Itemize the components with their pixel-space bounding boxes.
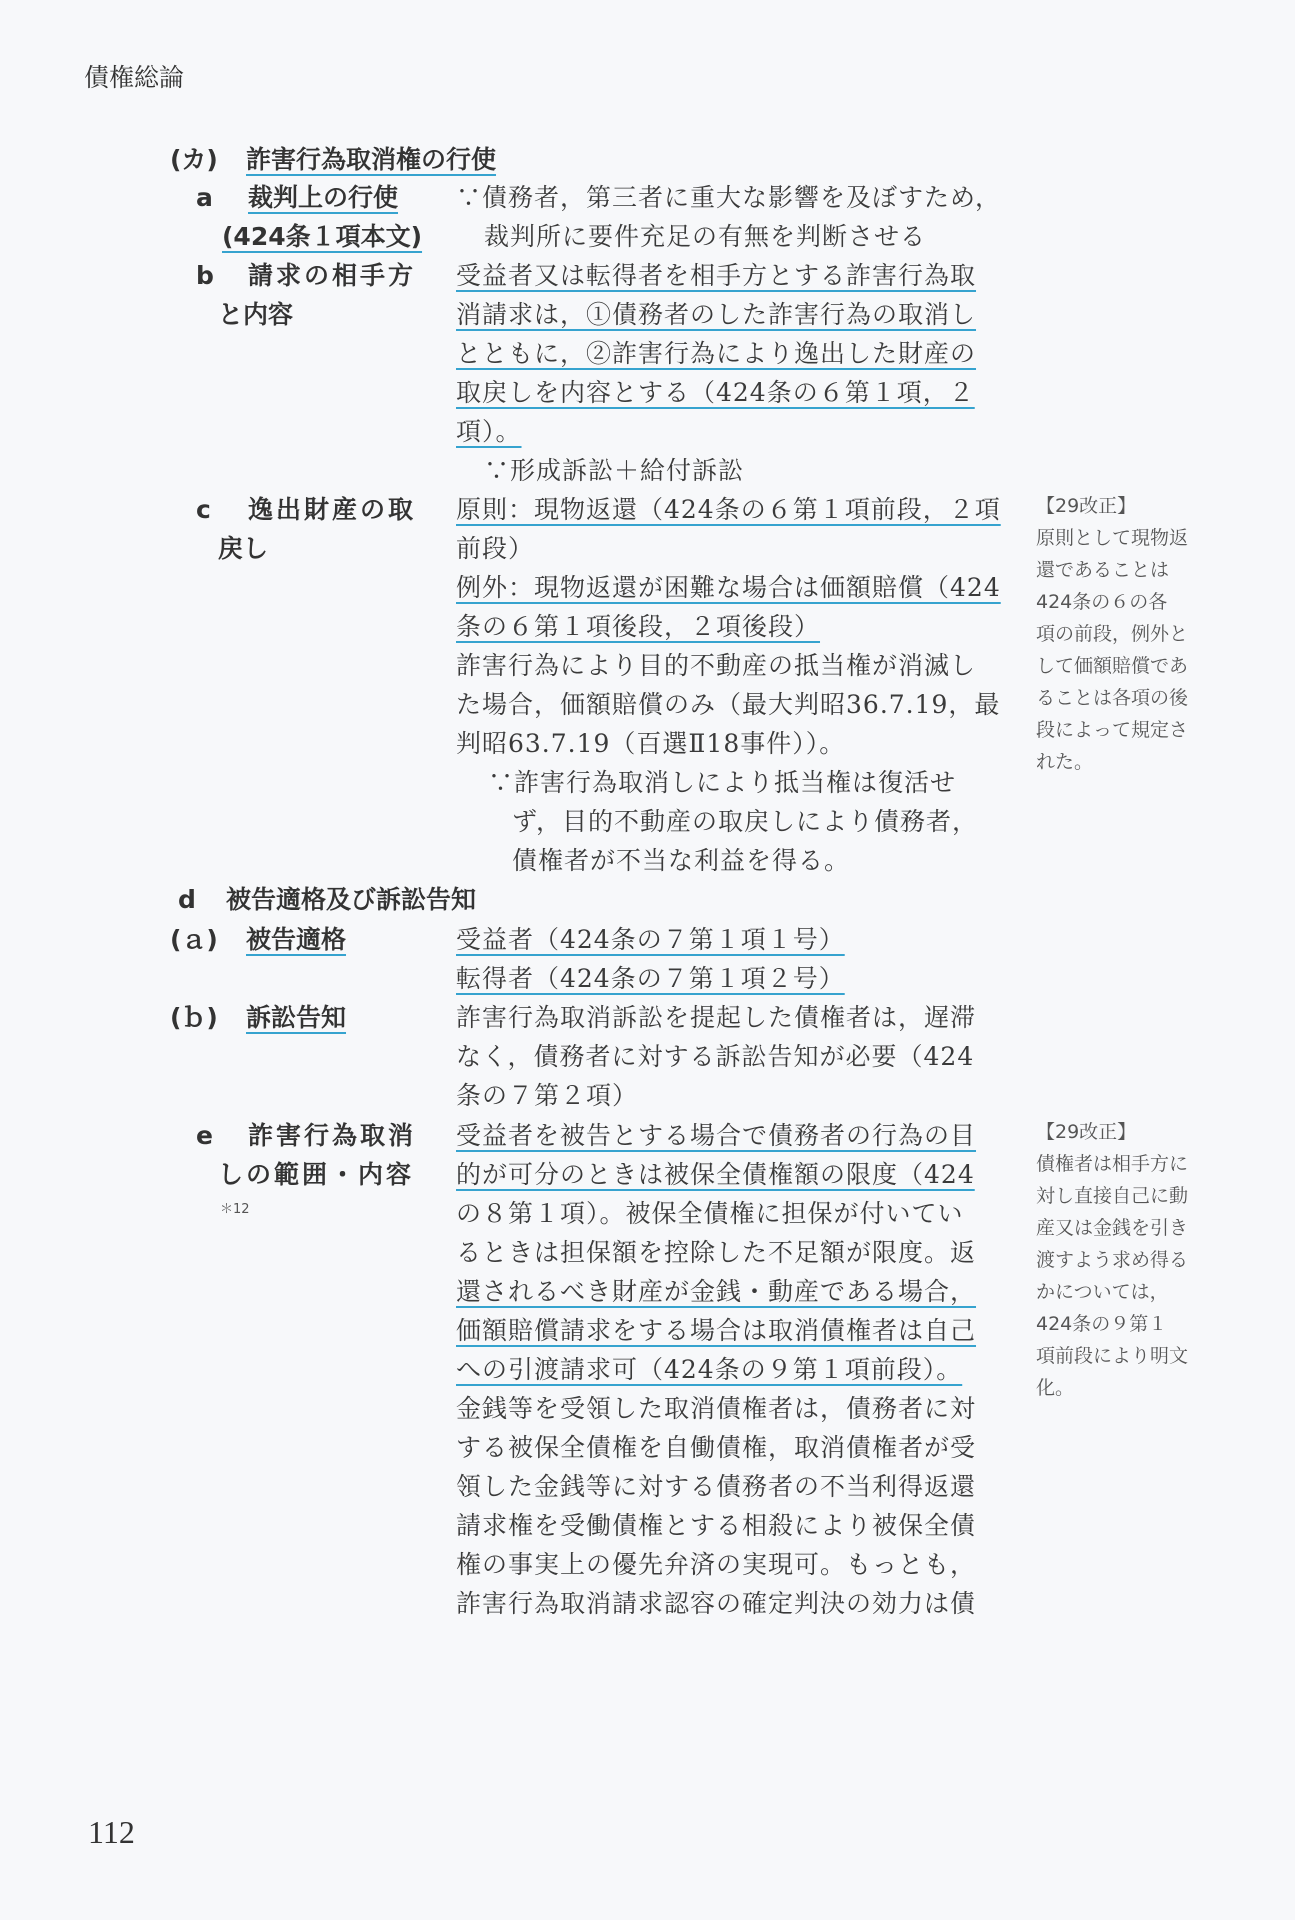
item-d-sub-b-line: 詐害行為取消訴訟を提起した債権者は，遅滞 xyxy=(456,1003,977,1032)
item-c-line: 条の６第１項後段，２項後段） xyxy=(456,612,821,641)
item-c-line: た場合，価額賠償のみ（最大判昭36.7.19，最 xyxy=(456,690,1001,719)
section-ka-label: (カ) xyxy=(170,145,218,174)
item-e-line: 請求権を受働債権とする相殺により被保全債 xyxy=(456,1511,977,1540)
section-ka-title: 詐害行為取消権の行使 xyxy=(246,145,497,174)
item-c-body xyxy=(456,490,1001,880)
side-note-line: 債権者は相手方に xyxy=(1036,1153,1189,1175)
side-note-line: 渡すよう求め得る xyxy=(1036,1249,1189,1271)
item-e-title-line1: 詐害行為取消 xyxy=(248,1121,417,1150)
item-e-line: 権の事実上の優先弁済の実現可。もっとも， xyxy=(456,1550,977,1579)
item-a-title-line2: (424条１項本文) xyxy=(222,222,423,251)
item-e-line: への引渡請求可（424条の９第１項前段）。 xyxy=(456,1355,963,1384)
item-a-title-line1: 裁判上の行使 xyxy=(248,183,399,212)
item-a-body-line2: 裁判所に要件充足の有無を判断させる xyxy=(484,222,927,251)
item-e-line: るときは担保額を控除した不足額が限度。返 xyxy=(456,1238,977,1267)
item-e-line: 還されるべき財産が金銭・動産である場合， xyxy=(456,1277,977,1306)
item-d-title: 被告適格及び訴訟告知 xyxy=(226,885,477,914)
item-c-reason: ず，目的不動産の取戻しにより債務者， xyxy=(512,807,979,836)
item-e-line: 領した金銭等に対する債務者の不当利得返還 xyxy=(456,1472,977,1501)
item-b-line: 消請求は，①債務者のした詐害行為の取消し xyxy=(456,300,977,329)
item-e-line: 的が可分のときは被保全債権額の限度（424 xyxy=(456,1160,975,1189)
item-c-line: 原則：現物返還（424条の６第１項前段，２項 xyxy=(456,495,1001,524)
item-b-line: 取戻しを内容とする（424条の６第１項，２ xyxy=(456,378,975,407)
side-note-line: 項の前段，例外と xyxy=(1036,623,1189,645)
item-d-sub-b-body xyxy=(456,998,976,1115)
item-b-title-line1: 請求の相手方 xyxy=(248,261,417,290)
item-d-sub-a-title: 被告適格 xyxy=(246,925,347,954)
item-b-line: とともに，②詐害行為により逸出した財産の xyxy=(456,339,977,368)
side-note-line: 段によって規定さ xyxy=(1036,719,1189,741)
item-d-sub-a-body xyxy=(456,920,845,998)
item-d-sub-b-label: (ｂ) xyxy=(170,1003,218,1032)
item-c-reason: 債権者が不当な利益を得る。 xyxy=(512,846,851,875)
item-d-sub-a-label: (ａ) xyxy=(170,925,218,954)
side-note-line: 【29改正】 xyxy=(1036,495,1137,517)
side-note-line: 原則として現物返 xyxy=(1036,527,1189,549)
item-b-line: 項）。 xyxy=(456,417,522,446)
item-e-label: e xyxy=(196,1121,213,1150)
item-e-side-note xyxy=(1036,1116,1226,1404)
item-d-label: d xyxy=(178,885,196,914)
side-note-line: 産又は金銭を引き xyxy=(1036,1217,1189,1239)
side-note-line: かについては， xyxy=(1036,1281,1169,1303)
item-c-line: 例外：現物返還が困難な場合は価額賠償（424 xyxy=(456,573,1001,602)
running-header: 債権総論 xyxy=(84,63,185,92)
side-note-line: ることは各項の後 xyxy=(1036,687,1189,709)
item-c-line: 詐害行為により目的不動産の抵当権が消滅し xyxy=(456,651,977,680)
item-b-reason: ∵形成訴訟＋給付訴訟 xyxy=(484,456,745,485)
item-b-line: 受益者又は転得者を相手方とする詐害行為取 xyxy=(456,261,977,290)
side-note-line: 424条の６の各 xyxy=(1036,591,1168,613)
item-a-label: a xyxy=(196,183,213,212)
item-d-sub-a-line: 転得者（424条の７第１項２号） xyxy=(456,964,845,993)
item-c-title-line2: 戻し xyxy=(218,534,269,563)
item-c-label: c xyxy=(196,495,211,524)
item-e-line: 価額賠償請求をする場合は取消債権者は自己 xyxy=(456,1316,977,1345)
item-e-line: の８第１項）。被保全債権に担保が付いてい xyxy=(456,1199,964,1228)
item-c-reason: ∵詐害行為取消しにより抵当権は復活せ xyxy=(488,768,957,797)
item-e-line: する被保全債権を自働債権，取消債権者が受 xyxy=(456,1433,977,1462)
side-note-line: 対し直接自己に動 xyxy=(1036,1185,1189,1207)
side-note-line: 【29改正】 xyxy=(1036,1121,1137,1143)
item-e-title-line2: しの範囲・内容 xyxy=(218,1160,415,1189)
item-c-side-note xyxy=(1036,490,1226,778)
item-b-label: b xyxy=(196,261,214,290)
item-e-line: 詐害行為取消請求認容の確定判決の効力は債 xyxy=(456,1589,977,1618)
side-note-line: 424条の９第１ xyxy=(1036,1313,1168,1335)
item-b-body xyxy=(456,256,976,490)
item-a-body-line1: ∵債務者，第三者に重大な影響を及ぼすため， xyxy=(456,183,1002,212)
item-d-sub-a-line: 受益者（424条の７第１項１号） xyxy=(456,925,845,954)
item-d-sub-b-title: 訴訟告知 xyxy=(246,1003,347,1032)
item-e-line: 金銭等を受領した取消債権者は，債務者に対 xyxy=(456,1394,977,1423)
item-d-sub-b-line: 条の７第２項） xyxy=(456,1081,639,1110)
item-c-title-line1: 逸出財産の取 xyxy=(248,495,417,524)
page-number: 112 xyxy=(88,1814,135,1850)
item-d-sub-b-line: なく，債務者に対する訴訟告知が必要（424 xyxy=(456,1042,975,1071)
side-note-line: 還であることは xyxy=(1036,559,1170,581)
item-c-line: 前段） xyxy=(456,534,535,563)
item-e-footnote-mark: ＊12 xyxy=(220,1202,250,1217)
item-e-body xyxy=(456,1116,976,1623)
side-note-line: れた。 xyxy=(1036,751,1094,773)
side-note-line: して価額賠償であ xyxy=(1036,655,1189,677)
side-note-line: 項前段により明文 xyxy=(1036,1345,1189,1367)
item-c-line: 判昭63.7.19（百選Ⅱ18事件））。 xyxy=(456,729,846,758)
item-e-line: 受益者を被告とする場合で債務者の行為の目 xyxy=(456,1121,977,1150)
item-b-title-line2: と内容 xyxy=(218,300,294,329)
side-note-line: 化。 xyxy=(1036,1377,1075,1399)
